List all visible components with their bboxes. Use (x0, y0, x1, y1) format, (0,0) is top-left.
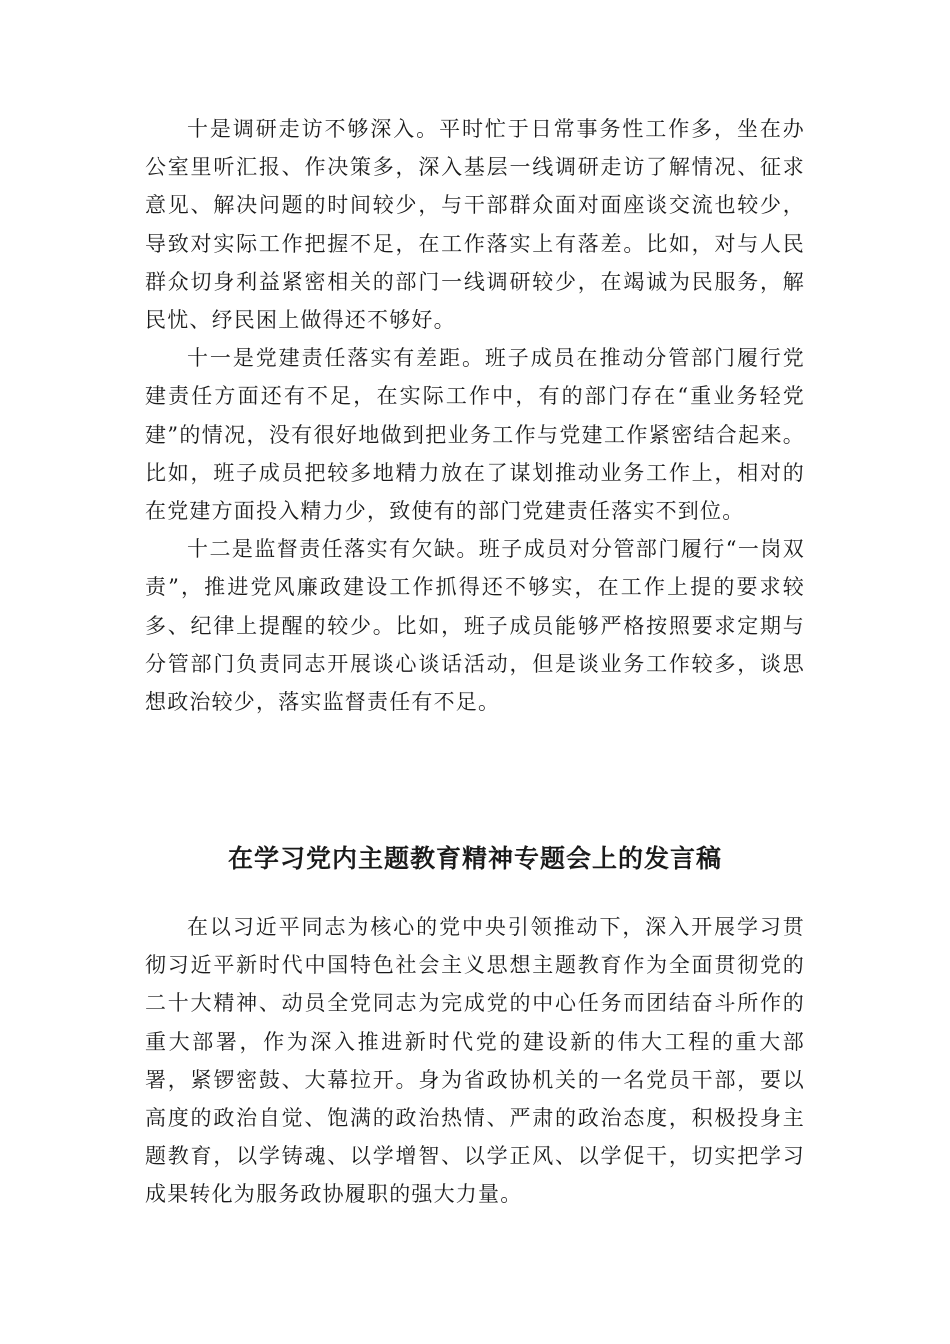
paragraph-eleven: 十一是党建责任落实有差距。班子成员在推动分管部门履行党建责任方面还有不足，在实际工作中，有的部门存在“重业务轻党建”的情况，没有很好地做到把业务工作与党建工作紧密结合起来。比如，班子成员把较多地精力放在了谋划推动业务工作上，相对的在党建方面投入精力少，致使有的部门党建责任落实不到位。 (145, 346, 805, 524)
speech-paragraph: 在以习近平同志为核心的党中央引领推动下，深入开展学习贯彻习近平新时代中国特色社会主义思想主题教育作为全面贯彻党的二十大精神、动员全党同志为完成党的中心任务而团结奋斗所作的重大部署，作为深入推进新时代党的建设新的伟大工程的重大部署，紧锣密鼓、大幕拉开。身为省政协机关的一名党员干部，要以高度的政治自觉、饱满的政治热情、严肃的政治态度，积极投身主题教育，以学铸魂、以学增智、以学正风、以学促干，切实把学习成果转化为服务政协履职的强大力量。 (145, 915, 805, 1207)
paragraph-twelve: 十二是监督责任落实有欠缺。班子成员对分管部门履行“一岗双责”，推进党风廉政建设工作抓得还不够实，在工作上提的要求较多、纪律上提醒的较少。比如，班子成员能够严格按照要求定期与分管部门负责同志开展谈心谈话活动，但是谈业务工作较多，谈思想政治较少，落实监督责任有不足。 (145, 537, 805, 715)
previous-section-body (145, 110, 805, 721)
document-title: 在学习党内主题教育精神专题会上的发言稿 (227, 844, 722, 873)
paragraph-ten: 十是调研走访不够深入。平时忙于日常事务性工作多，坐在办公室里听汇报、作决策多，深入基层一线调研走访了解情况、征求意见、解决问题的时间较少，与干部群众面对面座谈交流也较少，导致对实际工作把握不足，在工作落实上有落差。比如，对与人民群众切身利益紧密相关的部门一线调研较少，在竭诚为民服务，解民忧、纾民困上做得还不够好。 (145, 117, 805, 333)
speech-body (145, 908, 805, 1214)
